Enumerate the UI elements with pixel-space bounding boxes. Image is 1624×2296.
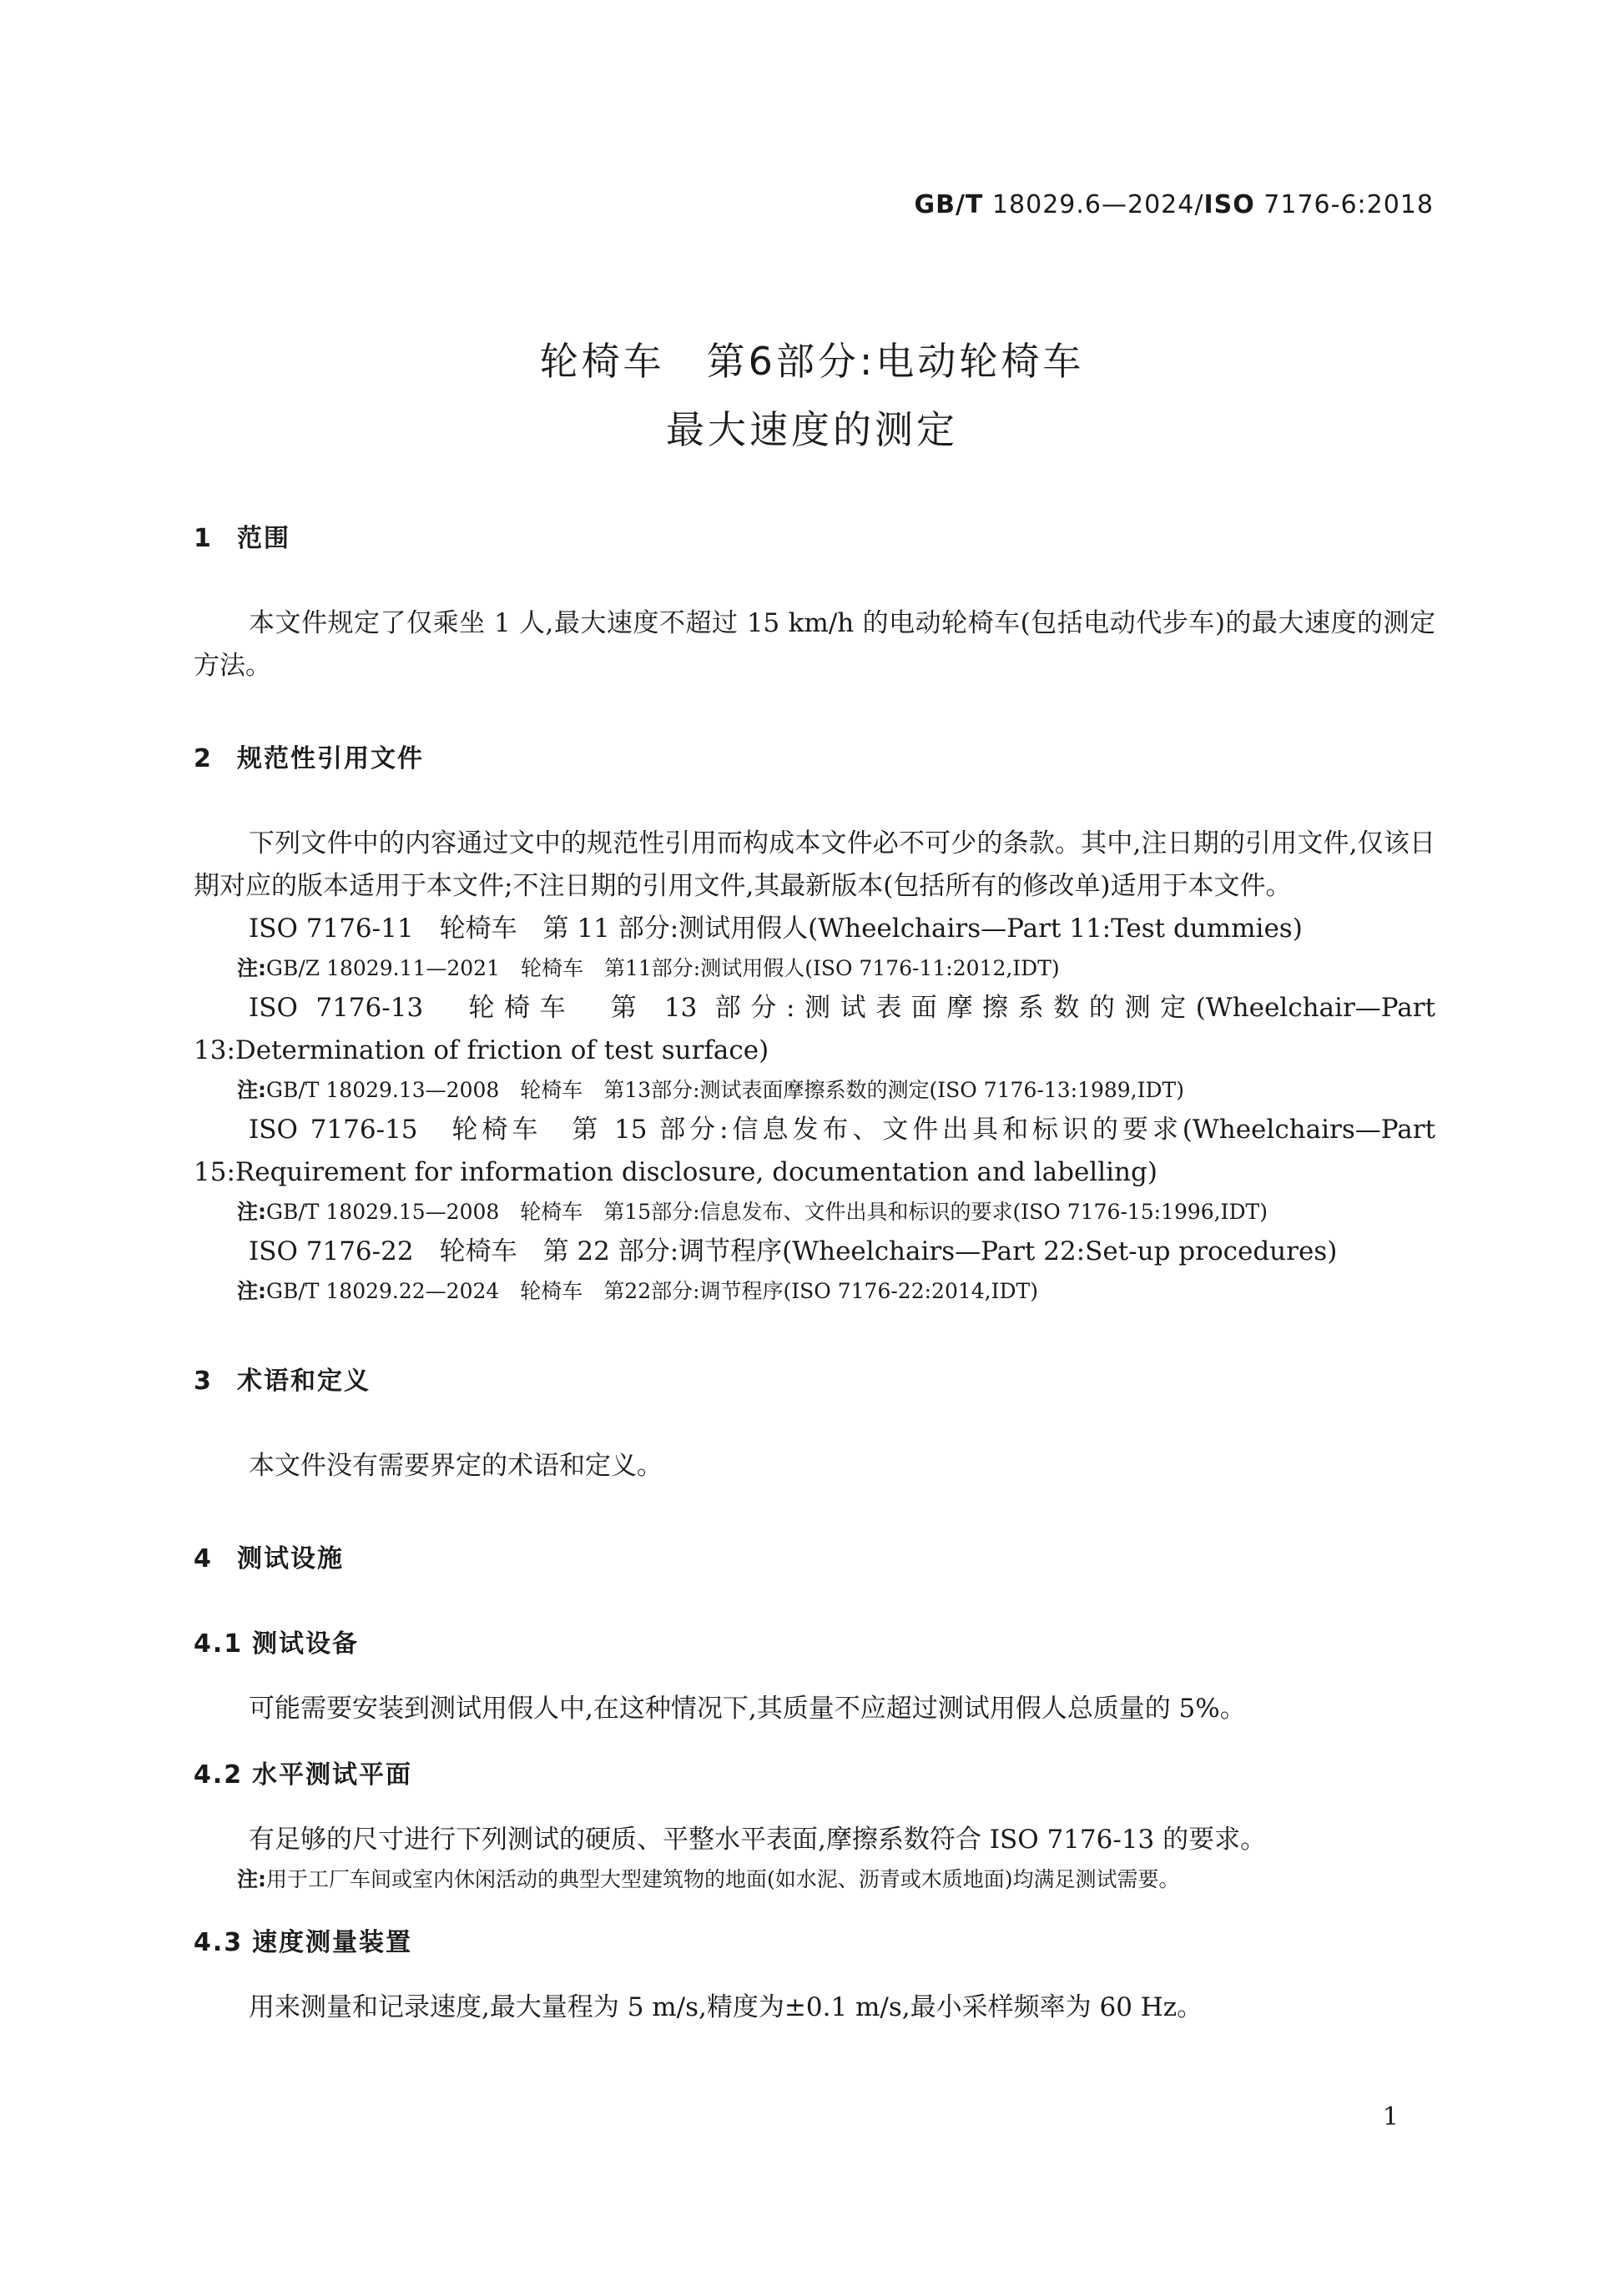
section-title: 范围 xyxy=(237,524,290,553)
subsection-4-1-paragraph: 可能需要安装到测试用假人中,在这种情况下,其质量不应超过测试用假人总质量的 5%。 xyxy=(249,1694,1246,1724)
subsection-title: 测试设备 xyxy=(252,1629,359,1659)
note-label: 注: xyxy=(237,1078,266,1102)
subsection-title: 水平测试平面 xyxy=(252,1760,412,1790)
note-text: GB/T 18029.13—2008 轮椅车 第13部分:测试表面摩擦系数的测定(ISO 7176-13:1989,IDT) xyxy=(266,1078,1184,1102)
note-text: 用于工厂车间或室内休闲活动的典型大型建筑物的地面(如水泥、沥青或木质地面)均满足测试需要。 xyxy=(266,1867,1180,1891)
section-1-paragraph: 本文件规定了仅乘坐 1 人,最大速度不超过 15 km/h 的电动轮椅车(包括电动代步车)的最大速度的测定方法。 xyxy=(194,608,1435,681)
reference-note xyxy=(194,1072,1435,1109)
section-3-heading xyxy=(194,1360,1435,1397)
reference-note xyxy=(194,1273,1435,1310)
reference-note xyxy=(194,950,1435,987)
reference-item: ISO 7176-15 轮椅车 第 15 部分:信息发布、文件出具和标识的要求(Wheelchairs—Part 15:Requirement for information disclosure, documentation and labelling) xyxy=(194,1115,1435,1187)
title-line-2: 最大速度的测定 xyxy=(666,407,958,452)
section-1-heading xyxy=(194,517,1435,554)
document-body xyxy=(194,517,1435,2029)
standard-code xyxy=(914,190,1434,219)
subsection-4-3-paragraph: 用来测量和记录速度,最大量程为 5 m/s,精度为±0.1 m/s,最小采样频率为 60 Hz。 xyxy=(249,1992,1203,2022)
subsection-4-2-paragraph: 有足够的尺寸进行下列测试的硬质、平整水平表面,摩擦系数符合 ISO 7176-13 的要求。 xyxy=(249,1825,1267,1855)
note-text: GB/Z 18029.11—2021 轮椅车 第11部分:测试用假人(ISO 7176-11:2012,IDT) xyxy=(266,956,1060,980)
section-title: 术语和定义 xyxy=(237,1367,371,1396)
section-number: 4 xyxy=(194,1544,213,1573)
reference-item: ISO 7176-22 轮椅车 第 22 部分:调节程序(Wheelchairs—Part 22:Set-up procedures) xyxy=(249,1236,1338,1266)
reference-item: ISO 7176-11 轮椅车 第 11 部分:测试用假人(Wheelchairs—Part 11:Test dummies) xyxy=(249,914,1303,944)
subsection-number: 4.3 xyxy=(194,1928,244,1957)
note-label: 注: xyxy=(237,1200,266,1224)
subsection-number: 4.2 xyxy=(194,1760,244,1790)
note-text: GB/T 18029.15—2008 轮椅车 第15部分:信息发布、文件出具和标识的要求(ISO 7176-15:1996,IDT) xyxy=(266,1200,1268,1224)
section-title: 规范性引用文件 xyxy=(237,744,424,773)
std-prefix: GB/T xyxy=(914,190,984,219)
section-4-heading xyxy=(194,1538,1435,1574)
title-line-1: 轮椅车 第6部分:电动轮椅车 xyxy=(539,339,1085,384)
reference-item: ISO 7176-13 轮椅车 第 13 部分:测试表面摩擦系数的测定(Wheelchair—Part 13:Determination of friction of test surface) xyxy=(194,993,1435,1065)
iso-prefix: ISO xyxy=(1203,190,1255,219)
page-number: 1 xyxy=(1382,2102,1399,2132)
note-label: 注: xyxy=(237,956,266,980)
section-number: 2 xyxy=(194,744,213,773)
section-3-paragraph: 本文件没有需要界定的术语和定义。 xyxy=(249,1451,663,1481)
section-number: 3 xyxy=(194,1367,213,1396)
section-2-heading xyxy=(194,738,1435,774)
subsection-4-2-note xyxy=(194,1861,1435,1898)
subsection-number: 4.1 xyxy=(194,1629,244,1659)
note-text: GB/T 18029.22—2024 轮椅车 第22部分:调节程序(ISO 7176-22:2014,IDT) xyxy=(266,1279,1038,1303)
iso-number: 7176-6:2018 xyxy=(1254,190,1434,219)
subsection-title: 速度测量装置 xyxy=(252,1928,412,1957)
document-title xyxy=(0,327,1624,464)
subsection-4-2-heading xyxy=(194,1754,1435,1790)
subsection-4-3-heading xyxy=(194,1921,1435,1958)
section-title: 测试设施 xyxy=(237,1544,344,1573)
std-number: 18029.6—2024/ xyxy=(983,190,1204,219)
note-label: 注: xyxy=(237,1279,266,1303)
reference-note xyxy=(194,1194,1435,1231)
subsection-4-1-heading xyxy=(194,1623,1435,1659)
section-2-paragraph: 下列文件中的内容通过文中的规范性引用而构成本文件必不可少的条款。其中,注日期的引用文件,仅该日期对应的版本适用于本文件;不注日期的引用文件,其最新版本(包括所有的修改单)适用于本文件。 xyxy=(194,828,1435,901)
note-label: 注: xyxy=(237,1867,266,1891)
section-number: 1 xyxy=(194,524,213,553)
